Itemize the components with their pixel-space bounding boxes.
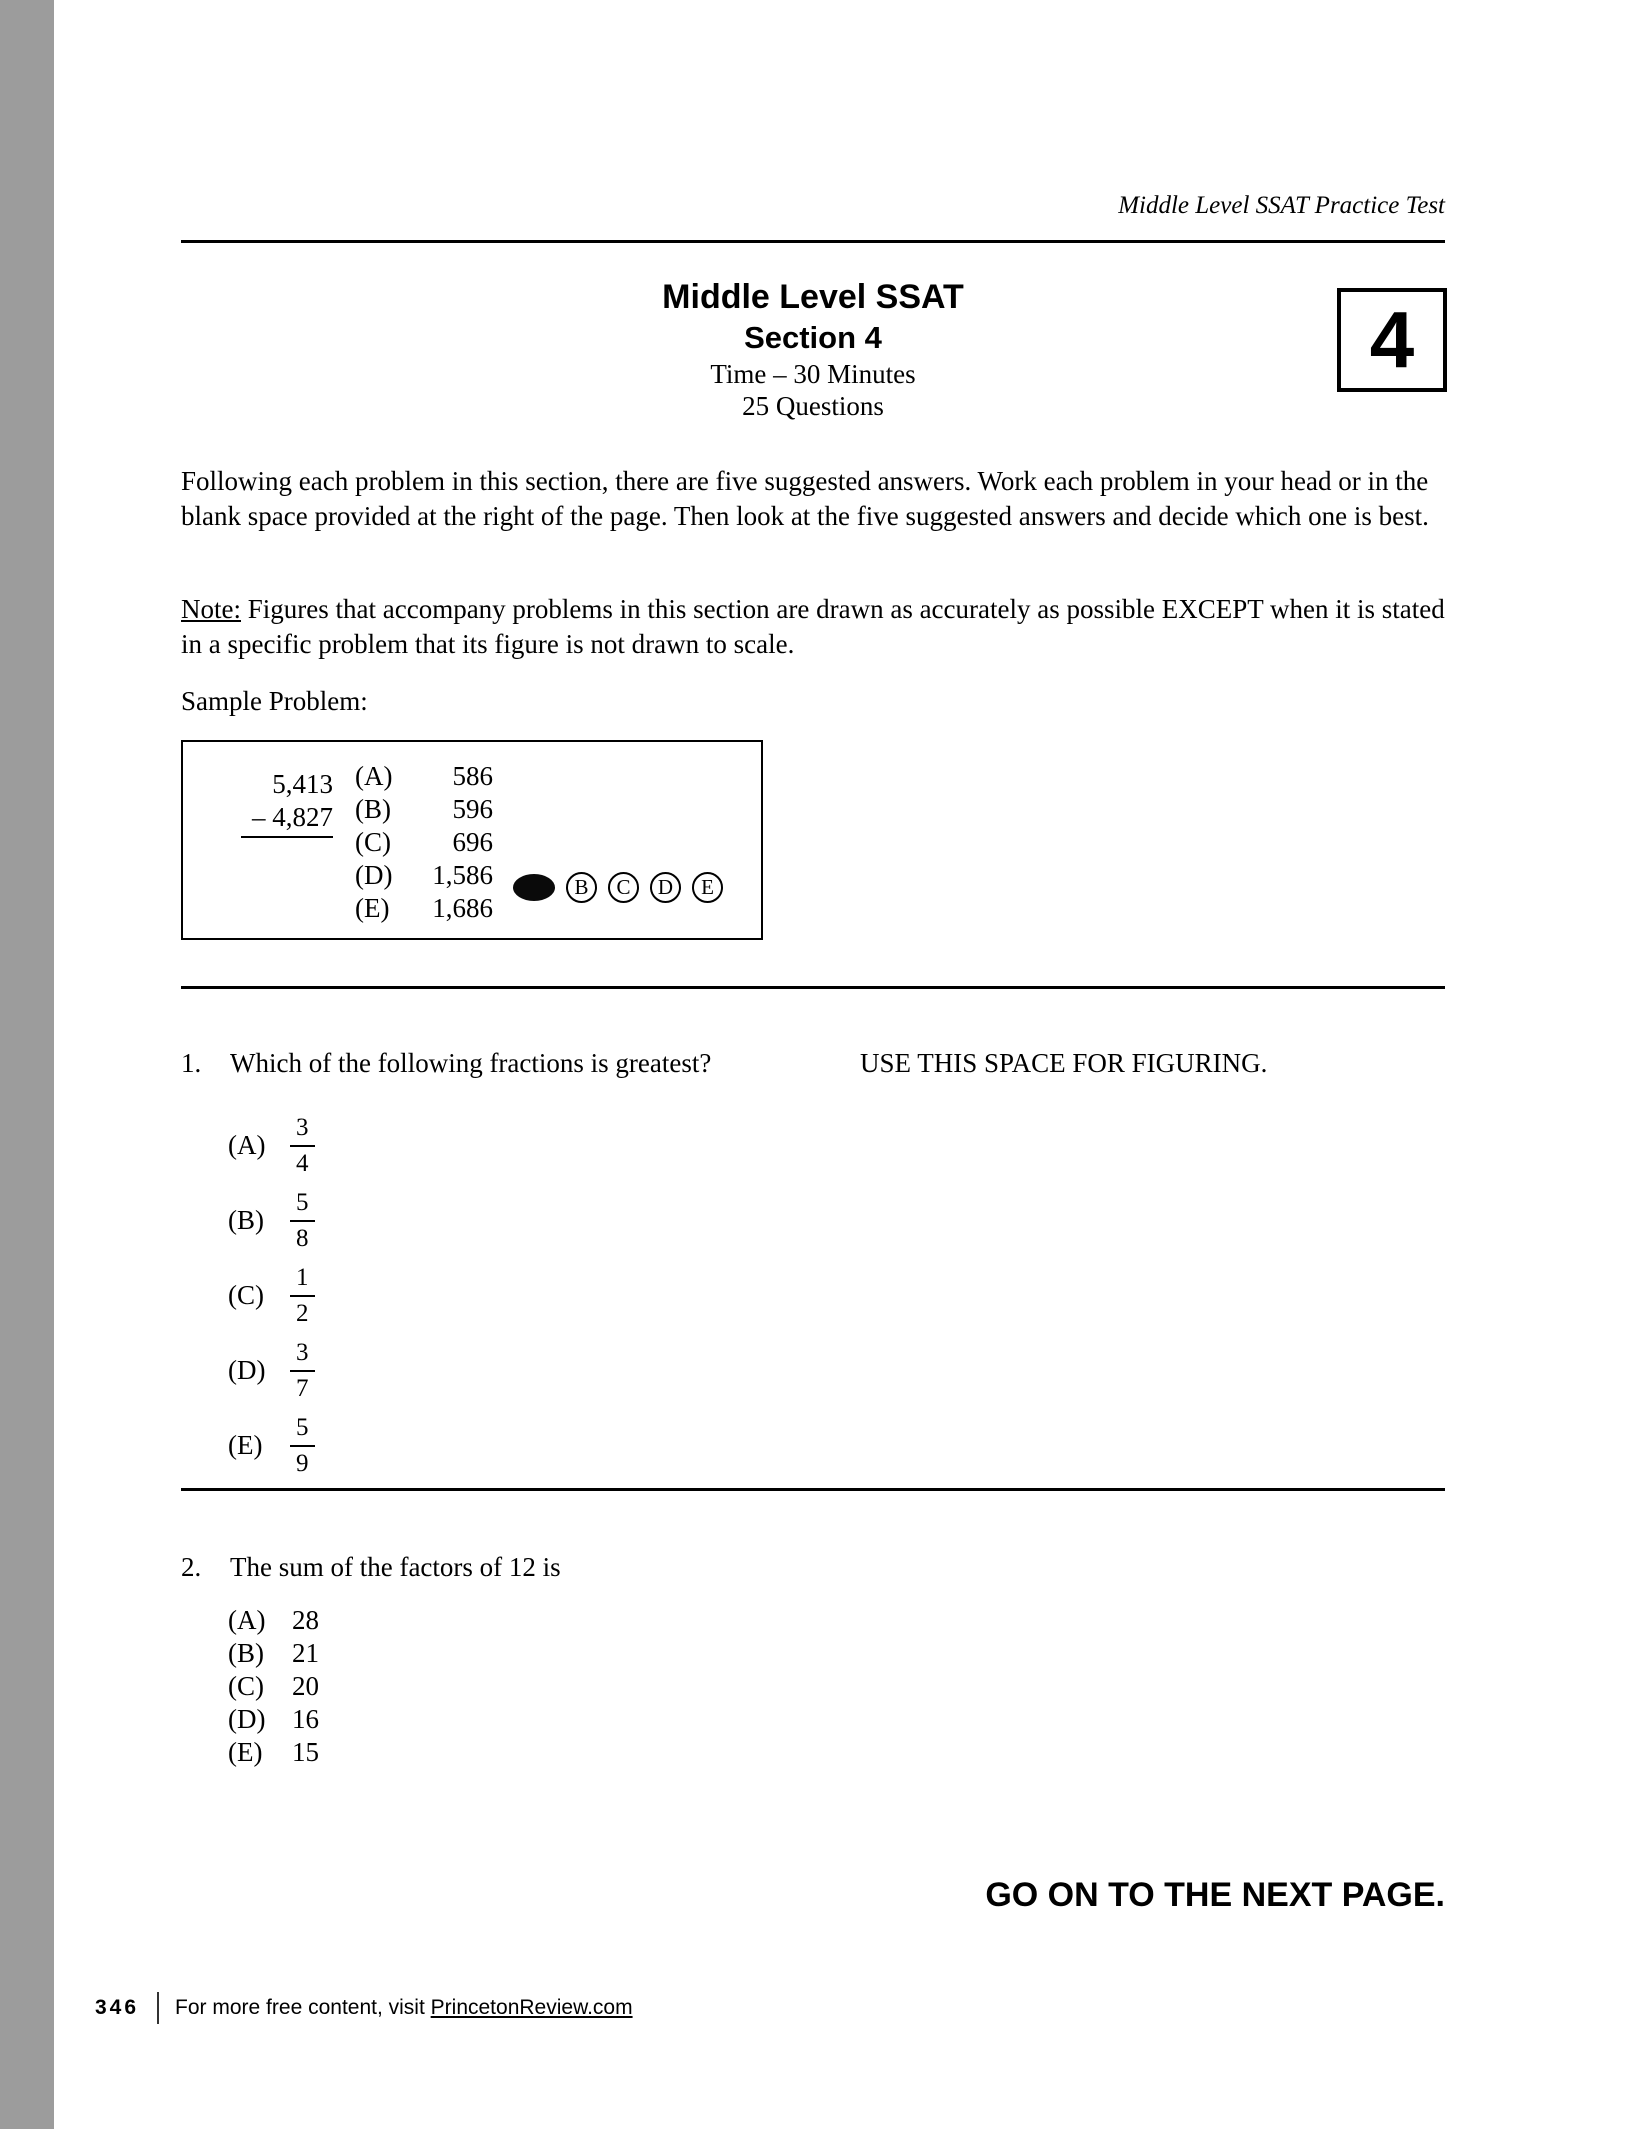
fraction-denominator: 2 xyxy=(290,1295,315,1328)
choice-label: (E) xyxy=(228,1737,263,1767)
choice-label: (E) xyxy=(228,1430,263,1460)
choice-value: 21 xyxy=(292,1638,319,1668)
answer-choice xyxy=(228,1183,315,1258)
choice-value: 586 xyxy=(452,761,493,791)
answer-choice xyxy=(355,760,493,793)
section-number-box xyxy=(1337,288,1447,392)
choice-label: (B) xyxy=(228,1205,264,1235)
header-rule xyxy=(181,240,1445,243)
fraction-numerator: 3 xyxy=(296,1114,309,1141)
question-text: Which of the following fractions is greatest? xyxy=(230,1048,712,1078)
answer-choice xyxy=(228,1703,319,1736)
question-text: The sum of the factors of 12 is xyxy=(230,1552,561,1582)
section-divider-rule xyxy=(181,986,1445,989)
fraction xyxy=(290,1339,315,1402)
answer-choice xyxy=(228,1637,319,1670)
section-number: 4 xyxy=(1369,295,1415,384)
choice-label: (E) xyxy=(355,893,390,923)
answer-choice xyxy=(355,859,493,892)
choice-label: (B) xyxy=(355,794,391,824)
note-label: Note: xyxy=(181,594,241,624)
go-on-label: GO ON TO THE NEXT PAGE. xyxy=(985,1876,1445,1914)
choice-value: 15 xyxy=(292,1737,319,1767)
answer-choice xyxy=(228,1258,315,1333)
answer-choice xyxy=(228,1108,315,1183)
choice-label: (D) xyxy=(228,1704,266,1734)
fraction-denominator: 7 xyxy=(290,1370,315,1403)
choice-label: (A) xyxy=(228,1130,266,1160)
choice-label: (D) xyxy=(355,860,393,890)
fraction xyxy=(290,1264,315,1327)
question-divider-rule xyxy=(181,1488,1445,1491)
fraction xyxy=(290,1189,315,1252)
figuring-space-label: USE THIS SPACE FOR FIGURING. xyxy=(860,1048,1268,1078)
sample-answer-choices xyxy=(355,760,493,925)
instructions-paragraph: Following each problem in this section, there are five suggested answers. Work each problem in your head or in the blank space provided at the right of the page. Then look at the five suggested answers and decide which one is best. xyxy=(181,466,1429,531)
princeton-review-link: PrincetonReview.com xyxy=(430,1996,633,2019)
left-margin-bar xyxy=(0,0,54,2129)
choice-value: 1,586 xyxy=(432,860,493,890)
note-body: Figures that accompany problems in this section are drawn as accurately as possible EXCEPT when it is stated in a specific problem that its figure is not drawn to scale. xyxy=(181,594,1445,659)
bubble-d-icon: D xyxy=(650,872,681,903)
answer-choice xyxy=(228,1670,319,1703)
choice-value: 16 xyxy=(292,1704,319,1734)
page-footer xyxy=(95,1992,633,2024)
bubble-e-icon: E xyxy=(692,872,723,903)
test-title: Middle Level SSAT xyxy=(662,278,964,316)
note-paragraph xyxy=(181,592,1449,662)
choice-value: 1,686 xyxy=(432,893,493,923)
fraction xyxy=(290,1414,315,1477)
fraction xyxy=(290,1114,315,1177)
fraction-denominator: 4 xyxy=(290,1145,315,1178)
time-limit: Time – 30 Minutes xyxy=(710,359,916,389)
choice-value: 596 xyxy=(452,794,493,824)
bubble-c-icon: C xyxy=(608,872,639,903)
footer-promo-text: For more free content, visit xyxy=(175,1996,425,2019)
page-number: 346 xyxy=(95,1996,140,2019)
choice-label: (B) xyxy=(228,1638,264,1668)
answer-choice xyxy=(228,1408,315,1483)
answer-choice xyxy=(355,826,493,859)
minuend: 5,413 xyxy=(272,769,333,799)
answer-choice xyxy=(228,1736,319,1769)
answer-bubble-row xyxy=(513,872,723,903)
subtraction-problem xyxy=(241,768,333,838)
answer-choice xyxy=(355,793,493,826)
choice-value: 28 xyxy=(292,1605,319,1635)
subtrahend: – 4,827 xyxy=(241,801,333,838)
answer-choice xyxy=(228,1604,319,1637)
fraction-numerator: 5 xyxy=(296,1189,309,1216)
choice-label: (C) xyxy=(228,1671,264,1701)
fraction-denominator: 8 xyxy=(290,1220,315,1253)
question-number: 1. xyxy=(181,1048,202,1078)
choice-value: 696 xyxy=(452,827,493,857)
title-block xyxy=(181,276,1445,422)
sample-problem-box xyxy=(181,740,763,940)
fraction-numerator: 1 xyxy=(296,1264,309,1291)
question-number: 2. xyxy=(181,1552,202,1582)
fraction-denominator: 9 xyxy=(290,1445,315,1478)
running-head: Middle Level SSAT Practice Test xyxy=(1118,192,1445,219)
answer-choice xyxy=(228,1333,315,1408)
choice-label: (A) xyxy=(355,761,393,791)
fraction-numerator: 5 xyxy=(296,1414,309,1441)
section-heading: Section 4 xyxy=(744,320,882,355)
footer-promo xyxy=(175,1996,633,2020)
choice-value: 20 xyxy=(292,1671,319,1701)
bubble-b-icon: B xyxy=(566,872,597,903)
question-count: 25 Questions xyxy=(742,391,884,421)
bubble-a-filled-icon xyxy=(513,874,555,901)
question-1-choices xyxy=(228,1108,315,1483)
sample-problem-label: Sample Problem: xyxy=(181,686,368,716)
choice-label: (C) xyxy=(228,1280,264,1310)
choice-label: (A) xyxy=(228,1605,266,1635)
answer-choice xyxy=(355,892,493,925)
question-2-choices xyxy=(228,1604,319,1769)
footer-divider xyxy=(157,1992,159,2024)
choice-label: (D) xyxy=(228,1355,266,1385)
fraction-numerator: 3 xyxy=(296,1339,309,1366)
choice-label: (C) xyxy=(355,827,391,857)
